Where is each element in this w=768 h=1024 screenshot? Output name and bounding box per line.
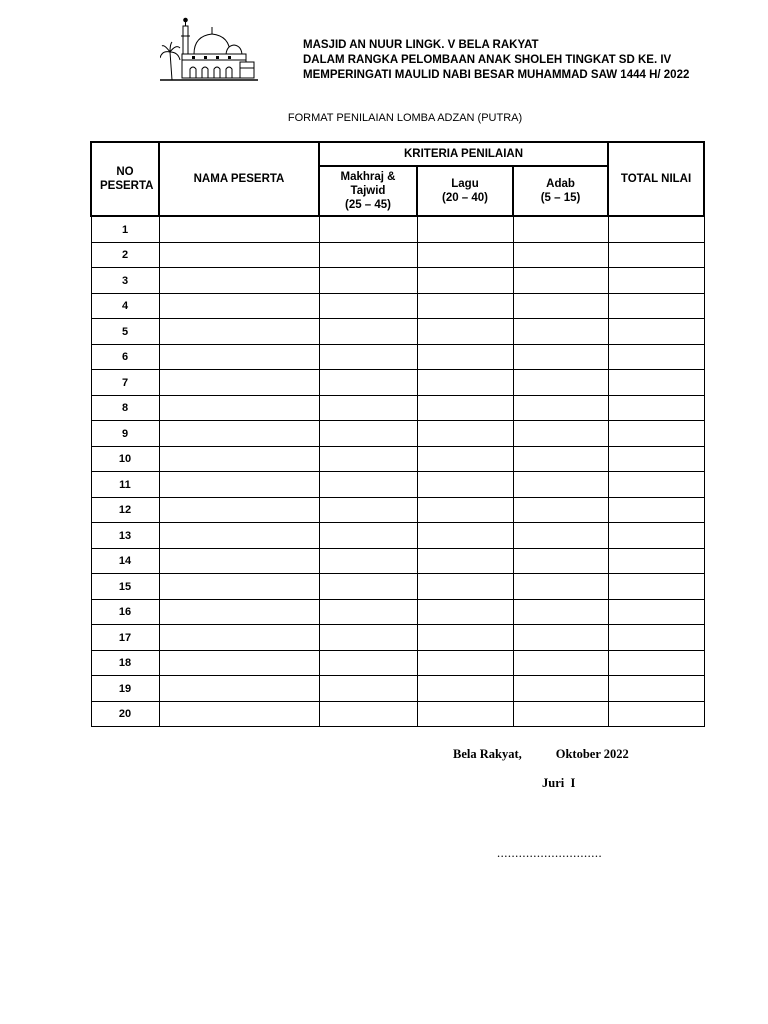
cell-name [159,268,319,294]
cell-total [608,293,704,319]
cell-makhraj [319,676,417,702]
table-row [91,344,704,370]
row-number: 14 [91,548,159,574]
cell-adab [513,293,608,319]
cell-name [159,472,319,498]
table-row [91,523,704,549]
cell-makhraj [319,216,417,242]
signature-blank-line: ............................. [497,846,603,860]
cell-makhraj [319,574,417,600]
cell-total [608,574,704,600]
table-row [91,370,704,396]
cell-name [159,701,319,727]
cell-makhraj [319,523,417,549]
cell-adab [513,523,608,549]
criteria-makhraj [319,166,417,216]
cell-lagu [417,472,513,498]
table-row [91,446,704,472]
cell-lagu [417,421,513,447]
criteria-adab-range: (5 – 15) [540,192,581,204]
row-number: 5 [91,319,159,345]
cell-makhraj [319,242,417,268]
table-row [91,268,704,294]
cell-total [608,676,704,702]
cell-adab [513,216,608,242]
cell-makhraj [319,472,417,498]
document-header [303,38,689,83]
cell-name [159,599,319,625]
cell-adab [513,421,608,447]
cell-lagu [417,319,513,345]
cell-adab [513,650,608,676]
cell-makhraj [319,599,417,625]
cell-adab [513,370,608,396]
cell-total [608,472,704,498]
cell-makhraj [319,548,417,574]
cell-name [159,370,319,396]
table-row [91,293,704,319]
row-number: 18 [91,650,159,676]
mosque-icon [160,14,260,86]
cell-name [159,650,319,676]
cell-adab [513,344,608,370]
col-header-criteria: KRITERIA PENILAIAN [319,142,608,166]
row-number: 10 [91,446,159,472]
mosque-logo [160,14,260,86]
table-row [91,319,704,345]
criteria-lagu-range: (20 – 40) [441,192,489,204]
row-number: 16 [91,599,159,625]
cell-lagu [417,293,513,319]
cell-name [159,319,319,345]
row-number: 11 [91,472,159,498]
table-row [91,548,704,574]
table-row [91,599,704,625]
table-body [91,216,704,727]
cell-adab [513,446,608,472]
row-number: 12 [91,497,159,523]
table-row [91,242,704,268]
cell-lagu [417,574,513,600]
cell-name [159,676,319,702]
cell-total [608,242,704,268]
table-row [91,574,704,600]
cell-makhraj [319,625,417,651]
cell-name [159,446,319,472]
cell-adab [513,625,608,651]
row-number: 4 [91,293,159,319]
signature-place-date [453,747,629,762]
header-line-1: MASJID AN NUUR LINGK. V BELA RAKYAT [303,39,539,51]
cell-lagu [417,446,513,472]
criteria-makhraj-label: Makhraj & Tajwid [340,171,396,197]
col-header-no [91,142,159,216]
row-number: 2 [91,242,159,268]
cell-total [608,523,704,549]
header-line-3: MEMPERINGATI MAULID NABI BESAR MUHAMMAD SAW 1444 H/ 2022 [303,69,690,81]
cell-total [608,395,704,421]
cell-name [159,395,319,421]
row-number: 17 [91,625,159,651]
cell-lagu [417,216,513,242]
cell-total [608,599,704,625]
row-number: 9 [91,421,159,447]
cell-adab [513,497,608,523]
cell-makhraj [319,421,417,447]
criteria-makhraj-range: (25 – 45) [344,199,392,211]
header-line-2: DALAM RANGKA PELOMBAAN ANAK SHOLEH TINGKAT SD KE. IV [303,54,672,66]
row-number: 15 [91,574,159,600]
cell-total [608,216,704,242]
row-number: 8 [91,395,159,421]
row-number: 13 [91,523,159,549]
cell-lagu [417,395,513,421]
cell-lagu [417,242,513,268]
cell-lagu [417,548,513,574]
col-header-name: NAMA PESERTA [159,142,319,216]
cell-total [608,344,704,370]
cell-name [159,523,319,549]
cell-lagu [417,344,513,370]
col-header-total: TOTAL NILAI [608,142,704,216]
cell-lagu [417,701,513,727]
cell-name [159,548,319,574]
cell-makhraj [319,497,417,523]
cell-total [608,446,704,472]
cell-total [608,319,704,345]
cell-makhraj [319,650,417,676]
cell-total [608,625,704,651]
cell-adab [513,395,608,421]
cell-lagu [417,625,513,651]
signature-role: Juri I [542,776,576,790]
cell-lagu [417,599,513,625]
table-row [91,421,704,447]
cell-name [159,625,319,651]
criteria-adab [513,166,608,216]
table-row [91,650,704,676]
cell-total [608,650,704,676]
cell-lagu [417,497,513,523]
criteria-lagu [417,166,513,216]
scoring-table [90,141,705,727]
cell-adab [513,701,608,727]
cell-total [608,497,704,523]
signature-date: Oktober 2022 [555,747,629,761]
cell-makhraj [319,395,417,421]
table-row [91,395,704,421]
cell-adab [513,472,608,498]
cell-name [159,293,319,319]
cell-makhraj [319,701,417,727]
cell-name [159,497,319,523]
table-row [91,701,704,727]
table-row [91,497,704,523]
table-row [91,472,704,498]
cell-total [608,421,704,447]
cell-name [159,421,319,447]
table-row [91,216,704,242]
cell-adab [513,599,608,625]
cell-total [608,268,704,294]
row-number: 1 [91,216,159,242]
cell-total [608,370,704,396]
row-number: 6 [91,344,159,370]
table-row [91,625,704,651]
cell-lagu [417,523,513,549]
cell-lagu [417,650,513,676]
row-number: 20 [91,701,159,727]
col-header-no-label: NO PESERTA [100,166,154,192]
cell-makhraj [319,446,417,472]
row-number: 3 [91,268,159,294]
cell-adab [513,242,608,268]
cell-makhraj [319,344,417,370]
cell-adab [513,548,608,574]
cell-makhraj [319,370,417,396]
table-row [91,676,704,702]
cell-makhraj [319,319,417,345]
cell-name [159,574,319,600]
cell-lagu [417,268,513,294]
cell-total [608,548,704,574]
cell-name [159,242,319,268]
cell-name [159,216,319,242]
cell-adab [513,268,608,294]
form-title: FORMAT PENILAIAN LOMBA ADZAN (PUTRA) [287,112,523,124]
row-number: 7 [91,370,159,396]
cell-adab [513,319,608,345]
cell-lagu [417,370,513,396]
cell-adab [513,676,608,702]
criteria-adab-label: Adab [546,178,575,190]
cell-adab [513,574,608,600]
cell-name [159,344,319,370]
cell-makhraj [319,268,417,294]
cell-makhraj [319,293,417,319]
row-number: 19 [91,676,159,702]
cell-total [608,701,704,727]
cell-lagu [417,676,513,702]
criteria-lagu-label: Lagu [451,178,479,190]
signature-place: Bela Rakyat, [453,747,522,761]
